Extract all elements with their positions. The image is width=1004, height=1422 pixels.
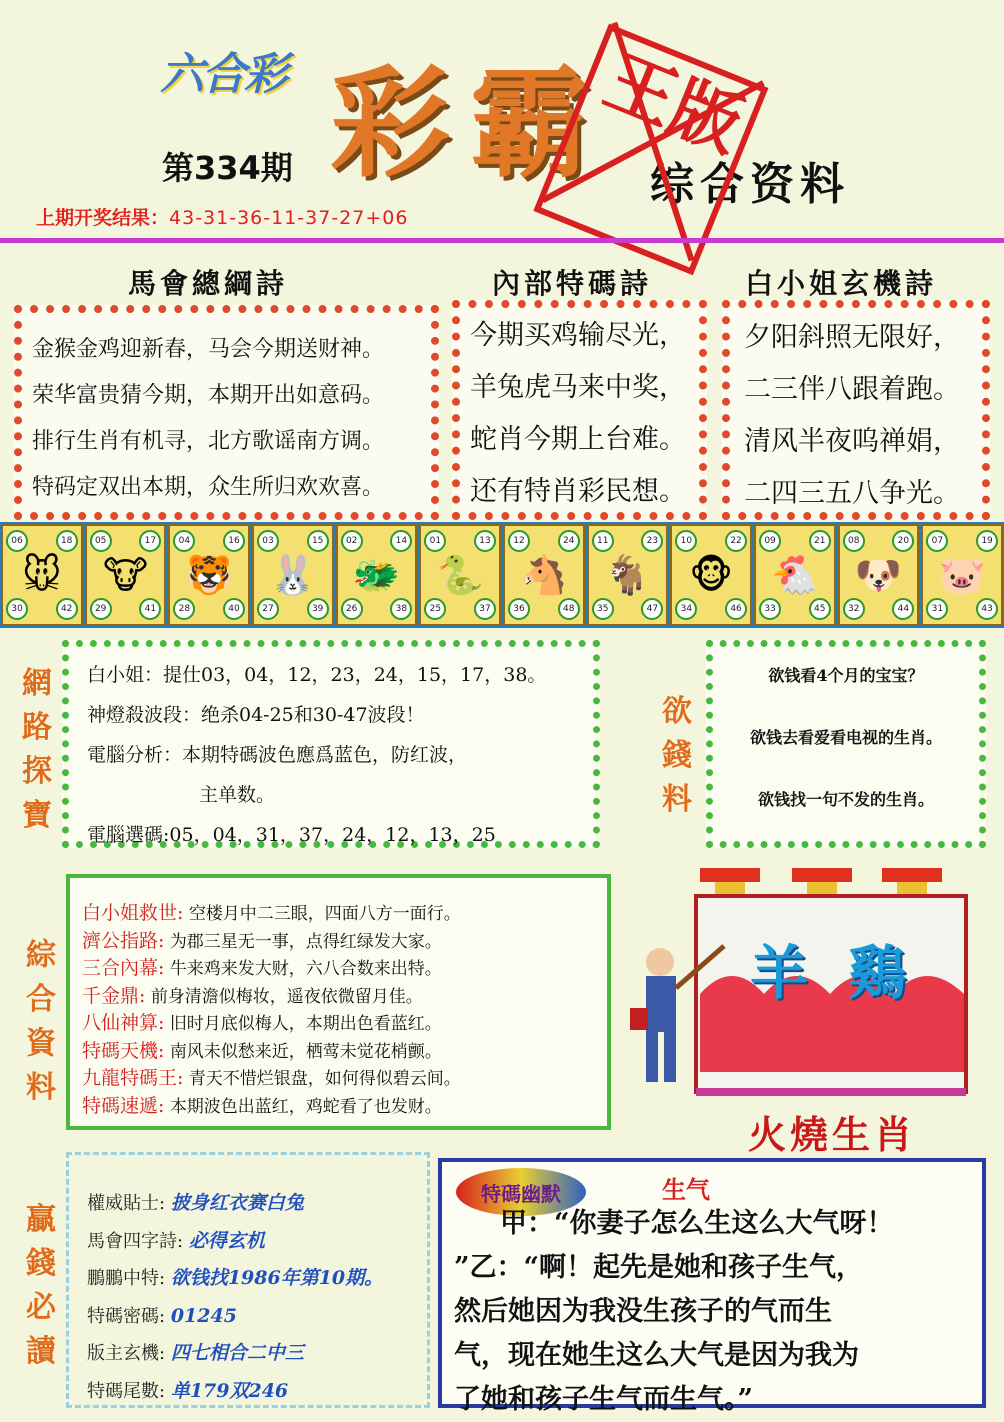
- money-label: [660, 690, 694, 822]
- issue-number: 第334期: [162, 149, 293, 187]
- banner-text: 羊 鷄: [750, 939, 917, 1007]
- zodiac-cell: [168, 524, 250, 626]
- composite-key: 千金鼎:: [82, 984, 146, 1007]
- joke-badge: 特碼幽默: [456, 1168, 586, 1216]
- composite-key: 白小姐救世:: [82, 902, 184, 924]
- zodiac-number: 22: [725, 530, 747, 552]
- poem-title-2: 內部特碼詩: [492, 267, 653, 300]
- zodiac-number: 02: [341, 530, 363, 552]
- money-label-char: 料: [662, 782, 692, 817]
- zodiac-number: 24: [558, 530, 580, 552]
- joke-box: [438, 1158, 986, 1415]
- zodiac-number: 16: [223, 530, 245, 552]
- composite-label-char: 綜: [26, 938, 56, 973]
- win-row: [87, 1223, 427, 1261]
- money-label-char: 欲: [662, 694, 692, 729]
- composite-label-char: 資: [26, 1026, 56, 1061]
- zodiac-number: 33: [759, 598, 781, 620]
- network-box: [62, 640, 600, 848]
- win-key: 馬會四字詩:: [87, 1230, 184, 1252]
- composite-row: [82, 1010, 607, 1038]
- joke-line: 甲：“你妻子怎么生这么大气呀！: [500, 1208, 894, 1239]
- zodiac-number: 18: [56, 530, 78, 552]
- composite-row: [82, 1093, 607, 1121]
- network-label-char: 網: [22, 666, 52, 701]
- zodiac-number: 28: [173, 598, 195, 620]
- pig-icon: 🐷: [938, 552, 986, 597]
- zodiac-cell: [336, 524, 418, 626]
- network-label: [20, 662, 54, 838]
- network-line: 神燈殺波段：绝杀04-25和30-47波段！: [87, 704, 425, 726]
- composite-row: [82, 1065, 607, 1093]
- zodiac-number: 12: [508, 530, 530, 552]
- win-value: 单179双246: [170, 1379, 289, 1402]
- zodiac-cell: [670, 524, 752, 626]
- zodiac-number: 19: [976, 530, 998, 552]
- monkey-icon: 🐵: [689, 553, 734, 597]
- banner-caption: 火燒生肖: [748, 1112, 917, 1157]
- zodiac-number: 01: [424, 530, 446, 552]
- zodiac-cell: [503, 524, 585, 626]
- zodiac-number: 23: [641, 530, 663, 552]
- composite-key: 特碼天機:: [82, 1039, 165, 1062]
- poem-2-line: 羊兔虎马来中奖，: [470, 372, 686, 403]
- poem-3-line: 二三伴八跟着跑。: [744, 374, 960, 405]
- win-key: 版主玄機:: [87, 1343, 166, 1364]
- dragon-icon: 🐲: [352, 552, 401, 597]
- zodiac-number: 34: [675, 598, 697, 620]
- poem-2-line: 蛇肖今期上台难。: [470, 424, 686, 455]
- logo-big: 彩霸: [330, 53, 610, 194]
- money-box: [706, 640, 986, 848]
- zodiac-number: 13: [474, 530, 496, 552]
- zodiac-cell: [838, 524, 920, 626]
- poem-box-1: [14, 305, 439, 520]
- composite-value: 青天不惜烂银盘，如何得似碧云间。: [188, 1069, 461, 1089]
- money-line: 欲钱找一句不发的生肖。: [757, 790, 934, 809]
- rooster-icon: 🐔: [771, 552, 819, 597]
- win-label-char: 贏: [26, 1202, 56, 1237]
- rat-icon: 🐭: [22, 553, 62, 597]
- win-value: 01245: [170, 1304, 237, 1327]
- composite-row: [82, 955, 607, 983]
- zodiac-number: 37: [474, 598, 496, 620]
- composite-value: 前身清澹似梅妆，遥夜依微留月佳。: [150, 986, 423, 1007]
- zodiac-number: 25: [424, 598, 446, 620]
- zodiac-cell: [921, 524, 1003, 626]
- money-label-char: 錢: [662, 738, 692, 773]
- money-line: 欲钱看4个月的宝宝？: [768, 666, 924, 685]
- zodiac-number: 08: [843, 530, 865, 552]
- horse-icon: 🐴: [520, 552, 568, 597]
- zodiac-number: 46: [725, 598, 747, 620]
- composite-key: 八仙神算:: [82, 1012, 165, 1034]
- zodiac-number: 38: [390, 598, 412, 620]
- snake-icon: 🐍: [436, 552, 484, 597]
- win-row: [87, 1185, 427, 1223]
- win-row: [87, 1298, 427, 1336]
- composite-row: [82, 983, 607, 1011]
- win-value: 必得玄机: [188, 1229, 265, 1252]
- win-label-char: 錢: [26, 1246, 56, 1281]
- logo-small: 六合彩: [160, 49, 286, 100]
- zodiac-number: 32: [843, 598, 865, 620]
- zodiac-number: 47: [641, 598, 663, 620]
- zodiac-number: 43: [976, 598, 998, 620]
- last-result-value: 43-31-36-11-37-27+06: [169, 207, 409, 229]
- zodiac-number: 10: [675, 530, 697, 552]
- zodiac-number: 07: [926, 530, 948, 552]
- zodiac-number: 20: [892, 530, 914, 552]
- network-line: 白小姐：提仕03，04，12，23，24，15，17，38。: [87, 664, 547, 686]
- win-key: 鵬鵬中特:: [87, 1268, 166, 1289]
- win-label-char: 讀: [26, 1334, 56, 1369]
- zodiac-cell: [419, 524, 501, 626]
- win-key: 權威貼士:: [87, 1193, 166, 1214]
- poem-3-line: 二四三五八争光。: [744, 478, 960, 509]
- zodiac-number: 36: [508, 598, 530, 620]
- poem-box-3: [722, 300, 990, 520]
- tiger-icon: 🐯: [185, 552, 233, 597]
- poem-box-2: [452, 300, 707, 520]
- network-line: 主单数。: [199, 784, 276, 806]
- joke-line: ”乙：“啊！起先是她和孩子生气，: [454, 1252, 864, 1283]
- composite-row: [82, 900, 607, 928]
- win-label: [24, 1198, 58, 1374]
- zodiac-number: 30: [6, 598, 28, 620]
- network-label-char: 路: [22, 710, 52, 745]
- composite-value: 空楼月中二三眼，四面八方一面行。: [188, 904, 461, 924]
- win-key: 特碼密碼:: [87, 1305, 166, 1327]
- zodiac-cell: [1, 524, 83, 626]
- joke-line: 然后她因为我没生孩子的气而生: [454, 1296, 832, 1327]
- fire-banner: [620, 862, 990, 1157]
- zodiac-number: 27: [257, 598, 279, 620]
- zodiac-number: 26: [341, 598, 363, 620]
- poem-1-line: 排行生肖有机寻，北方歌谣南方调。: [32, 429, 385, 454]
- zodiac-number: 40: [223, 598, 245, 620]
- last-result-label: 上期开奖结果：: [36, 207, 170, 229]
- composite-key: 三合內幕:: [82, 957, 165, 979]
- composite-value: 为郡三星无一事，点得红绿发大家。: [169, 931, 442, 952]
- zodiac-number: 15: [307, 530, 329, 552]
- zodiac-cell: [587, 524, 669, 626]
- zodiac-cell: [252, 524, 334, 626]
- win-row: [87, 1260, 427, 1298]
- zodiac-number: 29: [90, 598, 112, 620]
- zodiac-number: 21: [809, 530, 831, 552]
- joke-line: 气，现在她生这么大气是因为我为: [454, 1340, 859, 1371]
- composite-key: 九龍特碼王:: [82, 1067, 184, 1089]
- composite-row: [82, 928, 607, 956]
- joke-line: 了她和孩子生气而生气。”: [454, 1384, 754, 1415]
- poem-title-1: 馬會總綱詩: [128, 267, 289, 300]
- zodiac-number: 03: [257, 530, 279, 552]
- composite-key: 特碼速遞:: [82, 1094, 165, 1117]
- poem-2-line: 今期买鸡输尽光，: [470, 320, 686, 351]
- poem-3-line: 夕阳斜照无限好，: [744, 322, 960, 353]
- zodiac-number: 09: [759, 530, 781, 552]
- composite-row: [82, 1038, 607, 1066]
- composite-value: 牛来鸡来发大财，六八合数来出特。: [169, 959, 442, 979]
- win-value: 披身红衣赛白兔: [170, 1192, 304, 1214]
- composite-label-char: 合: [26, 982, 56, 1017]
- goat-icon: 🐐: [603, 552, 652, 597]
- win-value: 四七相合二中三: [170, 1342, 304, 1364]
- zodiac-number: 44: [892, 598, 914, 620]
- last-result: [36, 203, 408, 230]
- zodiac-number: 41: [139, 598, 161, 620]
- composite-value: 旧时月底似梅人，本期出色看蓝红。: [169, 1014, 442, 1034]
- win-label-char: 必: [26, 1290, 56, 1325]
- zodiac-strip: [0, 522, 1004, 628]
- zodiac-number: 48: [558, 598, 580, 620]
- win-row: [87, 1335, 427, 1373]
- zodiac-number: 31: [926, 598, 948, 620]
- zodiac-cell: [754, 524, 836, 626]
- composite-box: [66, 874, 611, 1130]
- composite-label: [24, 934, 58, 1110]
- network-line: 電腦選碼:05，04，31，37，24，12，13，25: [87, 824, 496, 846]
- zodiac-number: 04: [173, 530, 195, 552]
- zodiac-number: 14: [390, 530, 412, 552]
- composite-label-char: 料: [26, 1070, 56, 1105]
- page-subtitle: 综合资料: [650, 159, 850, 210]
- poem-title-3: 白小姐玄機詩: [745, 267, 938, 300]
- win-key: 特碼尾數:: [87, 1380, 166, 1402]
- zodiac-number: 35: [592, 598, 614, 620]
- rabbit-icon: 🐰: [269, 552, 317, 597]
- win-box: [66, 1152, 430, 1408]
- zodiac-number: 05: [90, 530, 112, 552]
- joke-body: [454, 1202, 984, 1422]
- zodiac-number: 42: [56, 598, 78, 620]
- win-row: [87, 1373, 427, 1411]
- zodiac-cell: [85, 524, 167, 626]
- poem-1-line: 荣华富贵猜今期，本期开出如意码。: [32, 383, 385, 408]
- zodiac-number: 39: [307, 598, 329, 620]
- zodiac-number: 11: [592, 530, 614, 552]
- composite-value: 南风未似愁来近，栖莺未觉花梢颤。: [169, 1041, 442, 1062]
- stamp-text: 王版: [593, 38, 755, 168]
- zodiac-number: 45: [809, 598, 831, 620]
- poem-3-line: 清风半夜呜禅娟，: [744, 426, 960, 457]
- header-divider: [0, 238, 1004, 243]
- network-label-char: 寶: [22, 798, 52, 833]
- zodiac-number: 17: [139, 530, 161, 552]
- composite-key: 濟公指路:: [82, 929, 165, 952]
- poem-1-line: 特码定双出本期，众生所归欢欢喜。: [32, 475, 385, 500]
- poem-1-line: 金猴金鸡迎新春，马会今期送财神。: [32, 337, 385, 362]
- ox-icon: 🐮: [103, 553, 148, 597]
- network-line: 電腦分析：本期特碼波色應爲蓝色，防红波，: [87, 744, 468, 766]
- money-line: 欲钱去看爱看电视的生肖。: [749, 728, 942, 747]
- composite-value: 本期波色出蓝红，鸡蛇看了也发财。: [169, 1096, 442, 1117]
- dog-icon: 🐶: [854, 552, 903, 597]
- zodiac-number: 06: [6, 530, 28, 552]
- win-value: 欲钱找1986年第10期。: [170, 1267, 384, 1289]
- joke-title: 生气: [662, 1176, 710, 1204]
- network-label-char: 探: [22, 754, 52, 789]
- poem-2-line: 还有特肖彩民想。: [470, 476, 686, 507]
